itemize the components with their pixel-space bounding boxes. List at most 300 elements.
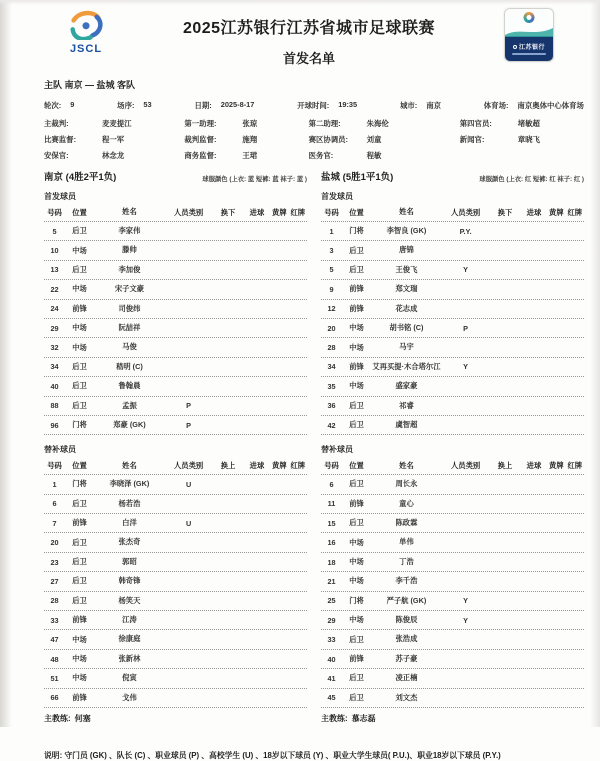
player-row <box>44 572 307 591</box>
player-name: 严子航 (GK) <box>386 595 427 605</box>
player-no: 16 <box>327 538 336 548</box>
starters-header-row <box>44 204 307 222</box>
bank-emblem-icon <box>524 12 535 23</box>
player-no: 28 <box>50 596 59 606</box>
starters-header-row <box>321 204 584 222</box>
player-pos: 前锋 <box>349 361 364 371</box>
player-row <box>44 300 307 319</box>
kit-colors: 球服颜色 (上衣: 蓝 短裤: 蓝 袜子: 蓝 ) <box>202 176 307 183</box>
player-name: 陈俊辰 <box>395 615 418 625</box>
player-no: 34 <box>327 362 336 372</box>
player-no: 15 <box>327 518 336 528</box>
player-pos: 后卫 <box>72 226 87 236</box>
team-column-home <box>44 169 307 724</box>
player-row <box>321 495 584 514</box>
info-value: 林念龙 <box>102 151 125 160</box>
info-pair <box>44 118 184 129</box>
player-pos: 后卫 <box>349 420 364 430</box>
player-row <box>44 669 307 688</box>
player-row <box>44 377 307 396</box>
player-no: 96 <box>50 420 59 430</box>
player-pos: 中场 <box>349 576 364 586</box>
player-cat: P <box>463 323 469 333</box>
player-name: 周长永 <box>395 479 418 489</box>
player-no: 28 <box>327 343 336 353</box>
player-row <box>321 650 584 669</box>
sheet-subtitle: 首发名单 <box>282 51 335 66</box>
player-no: 34 <box>50 362 59 372</box>
bank-name: 江苏银行 <box>518 45 545 51</box>
player-name: 杨若浩 <box>118 498 141 508</box>
player-row <box>321 241 584 260</box>
player-no: 42 <box>327 420 336 430</box>
player-name: 凌正楠 <box>395 673 418 683</box>
player-row <box>321 475 584 494</box>
info-pair <box>297 100 357 111</box>
player-name: 丁浩 <box>399 556 414 566</box>
coach-line-home <box>44 713 307 724</box>
info-label: 第二助理: <box>308 119 341 128</box>
officials-row-1 <box>44 118 584 129</box>
player-name: 李千浩 <box>395 576 418 586</box>
info-label: 安保官: <box>44 151 69 160</box>
player-pos: 中场 <box>349 615 364 625</box>
player-row <box>321 669 584 688</box>
player-no: 24 <box>50 304 59 314</box>
player-name: 嵇明 (C) <box>116 361 143 371</box>
player-row <box>44 358 307 377</box>
coach-label: 主教练: <box>321 713 348 723</box>
player-pos: 前锋 <box>72 692 87 702</box>
bank-logo-row <box>513 42 545 51</box>
title-block <box>114 8 504 67</box>
officials-block <box>44 118 584 161</box>
player-name: 鲁翰晨 <box>118 381 141 391</box>
info-pair <box>309 150 460 161</box>
info-label: 第四官员: <box>459 119 492 128</box>
coach-name: 慕志磊 <box>351 713 376 723</box>
player-row <box>44 553 307 572</box>
player-no: 6 <box>52 499 57 509</box>
bank-badge <box>504 8 554 62</box>
player-name: 祁睿 <box>399 400 414 410</box>
player-pos: 门将 <box>349 595 364 605</box>
badge-subline <box>512 53 546 55</box>
player-pos: 中场 <box>349 537 364 547</box>
player-row <box>44 495 307 514</box>
player-no: 29 <box>50 323 59 333</box>
player-row <box>44 650 307 669</box>
player-cat: Y <box>463 615 469 625</box>
player-row <box>44 533 307 552</box>
player-row <box>321 280 584 299</box>
player-no: 45 <box>327 693 336 703</box>
info-value: 王珺 <box>242 151 258 160</box>
player-row <box>44 416 307 435</box>
player-name: 李加俊 <box>118 264 141 274</box>
player-pos: 中场 <box>72 342 87 352</box>
player-name: 郭昭 <box>122 556 137 566</box>
team-header-away <box>321 169 584 183</box>
player-row <box>44 630 307 649</box>
player-row <box>321 572 584 591</box>
player-name: 李智良 (GK) <box>386 226 427 235</box>
column-header-cat: 人员类别 <box>174 460 204 470</box>
player-no: 40 <box>50 381 59 391</box>
player-name: 陈政霖 <box>395 518 418 528</box>
subs-rows <box>321 475 584 708</box>
info-pair <box>184 150 308 161</box>
player-cat: P <box>186 401 192 411</box>
info-value: 张琼 <box>242 119 258 128</box>
column-header-no: 号码 <box>324 460 339 470</box>
player-no: 5 <box>52 226 57 236</box>
player-pos: 前锋 <box>72 615 87 625</box>
starters-rows <box>44 222 307 435</box>
player-pos: 中场 <box>72 673 87 683</box>
column-header-goal: 进球 <box>249 207 265 217</box>
bank-badge-bottom <box>505 36 553 61</box>
info-pair <box>44 134 184 145</box>
info-label: 裁判监督: <box>184 135 217 144</box>
player-name: 宋子文豪 <box>114 284 145 294</box>
player-name: 马宇 <box>399 342 414 352</box>
column-header-pos: 位置 <box>72 207 87 217</box>
info-label: 赛区协调员: <box>308 135 348 144</box>
info-label: 比赛监督: <box>44 135 77 144</box>
column-header-event: 换下 <box>220 207 236 217</box>
starters-title: 首发球员 <box>321 192 353 201</box>
player-name: 杨笑天 <box>118 595 141 605</box>
info-value: 南京奥体中心体育场 <box>517 101 584 110</box>
player-no: 23 <box>50 557 59 567</box>
column-header-rc: 红牌 <box>567 207 583 217</box>
bank-logo-dot-icon <box>513 45 517 49</box>
team-record: (4胜2平1负) <box>65 172 117 183</box>
team-column-away <box>321 169 584 724</box>
player-no: 27 <box>50 576 59 586</box>
player-name: 徐康庭 <box>118 634 141 644</box>
info-value: 程敏 <box>366 151 382 160</box>
league-logo-icon <box>63 8 109 40</box>
player-row <box>44 319 307 338</box>
info-pair <box>117 100 151 111</box>
info-pair <box>460 118 584 129</box>
player-no: 29 <box>327 615 336 625</box>
player-pos: 前锋 <box>72 518 87 528</box>
info-pair <box>400 100 441 111</box>
player-row <box>321 416 584 435</box>
info-value: 程一军 <box>102 135 125 144</box>
team-header-home <box>44 169 307 183</box>
info-label: 城市: <box>399 101 418 110</box>
column-header-goal: 进球 <box>526 460 542 470</box>
player-no: 33 <box>327 635 336 645</box>
officials-row-2 <box>44 134 584 145</box>
column-header-name: 姓名 <box>399 460 414 470</box>
player-name: 郑豪 (GK) <box>113 419 146 429</box>
player-pos: 后卫 <box>72 264 87 274</box>
player-row <box>44 338 307 357</box>
legend-note: 说明: 守门员 (GK) 、队长 (C) 、职业球员 (P) 、高校学生 (U) 、18岁以下球员 (Y) 、职业大学生球员( P.U.)、职业18岁以下球员 (P.Y.) <box>44 750 501 760</box>
player-pos: 后卫 <box>349 673 364 683</box>
column-header-pos: 位置 <box>349 207 364 217</box>
player-pos: 前锋 <box>349 654 364 663</box>
player-pos: 门将 <box>72 479 87 489</box>
subs-title: 替补球员 <box>321 445 353 455</box>
column-header-rc: 红牌 <box>567 460 583 470</box>
column-header-cat: 人员类别 <box>174 207 204 217</box>
player-name: 江涛 <box>122 615 137 625</box>
player-name: 白洋 <box>122 518 137 528</box>
player-pos: 中场 <box>72 654 87 663</box>
player-name: 艾再买提·木合塔尔江 <box>372 361 441 371</box>
info-value: 施翔 <box>242 135 258 144</box>
player-no: 1 <box>329 226 334 236</box>
info-pair <box>44 150 184 161</box>
player-no: 51 <box>50 673 59 683</box>
column-header-name: 姓名 <box>122 460 137 470</box>
player-no: 10 <box>50 246 59 256</box>
player-no: 22 <box>50 284 59 294</box>
player-pos: 后卫 <box>72 595 87 605</box>
player-row <box>321 377 584 396</box>
player-pos: 门将 <box>72 420 87 430</box>
coach-line-away <box>321 713 584 724</box>
player-no: 41 <box>327 673 336 683</box>
player-no: 7 <box>52 518 57 528</box>
player-row <box>321 533 584 552</box>
player-no: 88 <box>50 401 59 411</box>
player-row <box>44 241 307 260</box>
info-pair <box>484 100 584 111</box>
info-label: 日期: <box>194 101 212 110</box>
player-pos: 中场 <box>349 557 364 567</box>
player-name: 刘文杰 <box>395 692 418 702</box>
player-row <box>321 319 584 338</box>
info-pair <box>184 134 308 145</box>
player-no: 25 <box>327 596 336 606</box>
info-label: 开球时间: <box>297 101 330 110</box>
player-name: 马俊 <box>122 342 137 352</box>
player-cat: Y <box>463 362 469 372</box>
player-row <box>44 397 307 416</box>
player-pos: 中场 <box>72 323 87 333</box>
player-name: 唐锦 <box>399 245 414 255</box>
player-pos: 后卫 <box>72 400 87 410</box>
player-pos: 中场 <box>72 284 87 294</box>
info-value: 章晓飞 <box>517 135 540 144</box>
player-row <box>321 338 584 357</box>
column-header-no: 号码 <box>47 207 62 217</box>
info-pair <box>309 134 460 145</box>
info-label: 第一助理: <box>184 119 217 128</box>
player-no: 13 <box>50 265 59 275</box>
player-no: 20 <box>50 538 59 548</box>
player-pos: 后卫 <box>72 361 87 371</box>
player-pos: 后卫 <box>349 400 364 410</box>
column-header-name: 姓名 <box>399 207 414 217</box>
player-row <box>44 592 307 611</box>
match-title: 2025江苏银行江苏省城市足球联赛 <box>182 20 436 37</box>
player-no: 1 <box>52 479 57 489</box>
player-no: 33 <box>50 615 59 625</box>
league-abbr: JSCL <box>69 43 103 55</box>
player-pos: 中场 <box>72 245 87 255</box>
player-name: 郑文瑞 <box>395 284 418 294</box>
player-cat: P.Y. <box>459 226 472 236</box>
column-header-event: 换下 <box>497 207 513 217</box>
player-name: 韩奇锋 <box>118 576 141 586</box>
starters-rows <box>321 222 584 435</box>
player-row <box>321 611 584 630</box>
player-pos: 后卫 <box>72 498 87 508</box>
player-pos: 后卫 <box>349 245 364 255</box>
player-row <box>44 222 307 241</box>
player-pos: 后卫 <box>72 537 87 547</box>
player-no: 20 <box>327 323 336 333</box>
player-name: 李家伟 <box>118 226 141 235</box>
player-no: 9 <box>329 284 334 294</box>
player-row <box>321 514 584 533</box>
player-name: 童心 <box>399 498 414 508</box>
player-pos: 后卫 <box>72 576 87 586</box>
player-name: 单伟 <box>399 537 414 547</box>
column-header-cat: 人员类别 <box>451 207 481 217</box>
info-value: 麦麦提江 <box>102 119 132 128</box>
player-name: 虞智超 <box>395 419 418 429</box>
info-label: 新闻官: <box>459 135 485 144</box>
player-no: 40 <box>327 654 336 664</box>
league-logo <box>58 8 114 55</box>
teams-line: 主队 南京 — 盐城 客队 <box>44 80 136 90</box>
player-cat: Y <box>463 265 469 275</box>
player-row <box>321 261 584 280</box>
column-header-no: 号码 <box>47 460 62 470</box>
player-no: 12 <box>327 304 336 314</box>
player-name: 盛家豪 <box>395 381 418 391</box>
player-name: 胡书铭 (C) <box>389 322 424 332</box>
info-label: 主裁判: <box>44 119 69 128</box>
coach-name: 何塞 <box>74 713 91 723</box>
player-row <box>321 689 584 708</box>
player-no: 35 <box>327 381 336 391</box>
player-row <box>321 300 584 319</box>
player-pos: 前锋 <box>349 498 364 508</box>
column-header-event: 换上 <box>497 460 513 470</box>
player-cat: U <box>185 479 192 489</box>
team-name: 南京 <box>44 172 64 183</box>
info-value: 53 <box>143 100 152 109</box>
bank-badge-top <box>505 9 553 36</box>
info-value: 19:35 <box>338 100 358 109</box>
team-record: (5胜1平1负) <box>342 172 394 183</box>
player-no: 47 <box>50 635 59 645</box>
column-header-goal: 进球 <box>249 460 265 470</box>
officials-row-3 <box>44 150 584 161</box>
player-name: 张浩成 <box>395 634 418 644</box>
info-label: 场序: <box>117 101 135 110</box>
column-header-yc: 黄牌 <box>549 207 564 217</box>
player-row <box>44 611 307 630</box>
info-value: 堵敏超 <box>517 119 540 128</box>
info-pair <box>194 100 254 111</box>
match-meta <box>44 78 584 161</box>
team-name: 盐城 <box>321 172 341 183</box>
player-pos: 前锋 <box>72 303 87 313</box>
subs-block-away <box>321 444 584 708</box>
column-header-no: 号码 <box>324 207 339 217</box>
player-name: 滕帅 <box>122 245 137 255</box>
info-label: 轮次: <box>44 101 62 110</box>
player-pos: 中场 <box>349 323 364 333</box>
coach-label: 主教练: <box>44 713 71 723</box>
column-header-rc: 红牌 <box>290 207 306 217</box>
info-value: 2025-8-17 <box>220 100 255 109</box>
player-pos: 前锋 <box>349 303 364 313</box>
player-pos: 后卫 <box>349 479 364 489</box>
player-pos: 中场 <box>349 342 364 352</box>
sheet-header <box>14 8 588 67</box>
player-no: 32 <box>50 343 59 353</box>
info-label: 体育场: <box>483 101 509 110</box>
column-header-cat: 人员类别 <box>451 460 481 470</box>
subs-title: 替补球员 <box>44 445 76 455</box>
team-name-record <box>44 169 116 183</box>
player-row <box>321 397 584 416</box>
info-label: 医务官: <box>308 151 334 160</box>
player-row <box>44 280 307 299</box>
info-value: 9 <box>70 100 75 109</box>
column-header-goal: 进球 <box>526 207 542 217</box>
player-no: 5 <box>329 265 334 275</box>
info-value: 南京 <box>426 101 441 110</box>
info-pair <box>44 100 74 111</box>
player-pos: 后卫 <box>349 634 364 644</box>
player-no: 36 <box>327 401 336 411</box>
info-pair <box>184 118 308 129</box>
player-name: 张新林 <box>118 653 141 663</box>
player-row <box>321 358 584 377</box>
player-no: 48 <box>50 654 59 664</box>
player-row <box>321 553 584 572</box>
player-row <box>44 689 307 708</box>
subs-header-row <box>44 457 307 475</box>
player-name: 戈伟 <box>122 692 137 702</box>
player-row <box>44 261 307 280</box>
player-pos: 前锋 <box>349 284 364 294</box>
player-no: 3 <box>329 246 334 256</box>
info-pair <box>309 118 460 129</box>
player-pos: 后卫 <box>349 692 364 702</box>
player-cat: Y <box>463 596 469 606</box>
player-cat: P <box>186 420 192 430</box>
player-name: 阮喆祥 <box>118 322 141 332</box>
kit-colors: 球服颜色 (上衣: 红 短裤: 红 袜子: 红 ) <box>479 176 584 183</box>
team-name-record <box>321 169 393 183</box>
player-name: 张杰奇 <box>118 537 141 547</box>
player-row <box>44 514 307 533</box>
column-header-yc: 黄牌 <box>272 460 287 470</box>
player-no: 6 <box>329 479 334 489</box>
player-cat: U <box>185 518 192 528</box>
player-name: 倪寅 <box>122 673 137 683</box>
player-no: 21 <box>327 576 336 586</box>
match-info-row <box>44 100 584 111</box>
player-pos: 门将 <box>349 226 364 236</box>
player-no: 66 <box>50 693 59 703</box>
info-value: 朱海伦 <box>366 119 389 128</box>
